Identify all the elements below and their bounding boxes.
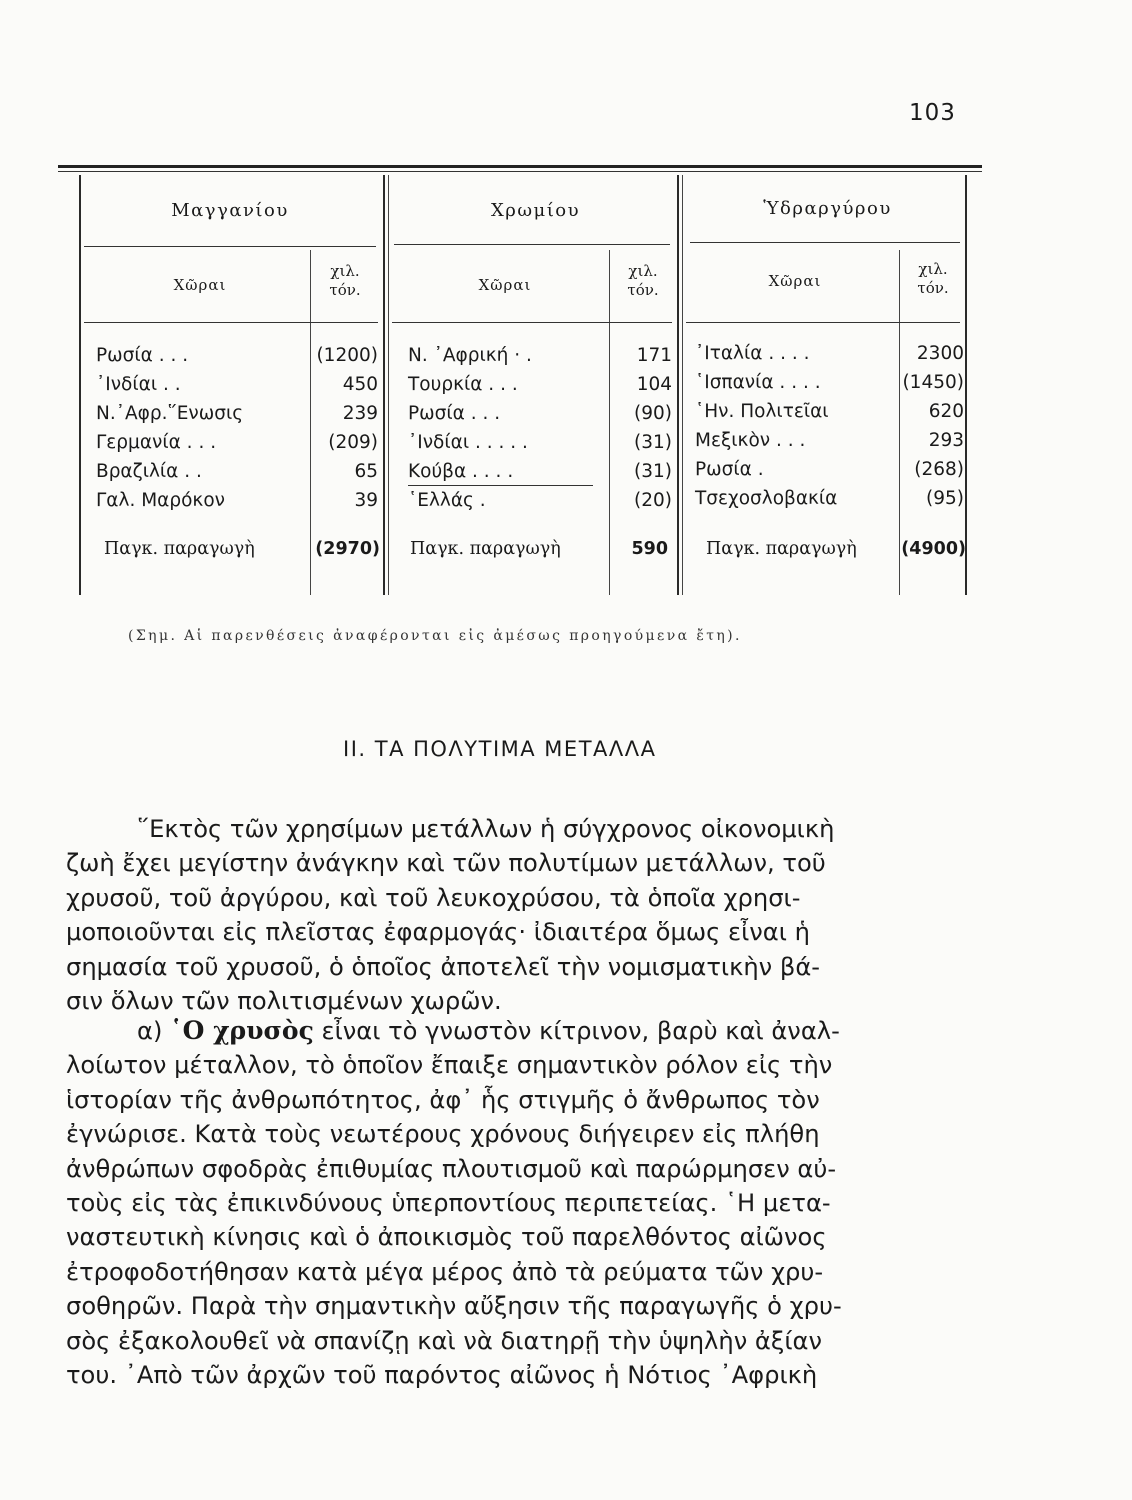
gold-heading: ῾Ο χρυσὸς <box>170 1016 314 1045</box>
table-cell: Τουρκία . . . <box>408 374 518 395</box>
table-cell: 39 <box>354 490 378 511</box>
table-top-rule-thin <box>58 171 982 172</box>
subheader-unit: χιλ. τόν. <box>329 262 361 299</box>
item-prefix: α) <box>137 1017 163 1045</box>
table-left-border <box>79 175 81 595</box>
total-value-manganese: (2970) <box>315 539 380 559</box>
table-cell: 293 <box>928 430 964 451</box>
subheader-countries: Χῶραι <box>478 276 532 294</box>
manganese-countries <box>96 341 306 515</box>
table-cell: 65 <box>354 461 378 482</box>
mercury-values <box>898 339 964 513</box>
table-cell: Γαλ. Μαρόκον <box>96 490 225 511</box>
table-right-border <box>965 175 967 595</box>
text-line: ἐγνώρισε. Κατὰ τοὺς νεωτέρους χρόνους διήγειρεν εἰς πλήθη <box>66 1120 820 1149</box>
subheader-countries: Χῶραι <box>173 276 227 294</box>
manganese-values <box>308 341 378 515</box>
table-cell: 2300 <box>916 343 964 364</box>
mercury-countries <box>695 339 897 513</box>
text-line: χρυσοῦ, τοῦ ἀργύρου, καὶ τοῦ λευκοχρύσου, τὰ ὁποῖα χρησι- <box>66 883 801 912</box>
page-number: 103 <box>909 100 956 126</box>
table-note: (Σημ. Αἱ παρενθέσεις ἀναφέρονται εἰς ἀμέσως προηγούμενα ἔτη). <box>128 628 742 644</box>
text-line: ἐτροφοδοτήθησαν κατὰ μέγα μέρος ἀπὸ τὰ ρεύματα τῶν χρυ- <box>66 1257 824 1286</box>
subheader-unit: χιλ. τόν. <box>627 262 659 299</box>
header-chromium: Χρωμίου <box>490 200 581 221</box>
total-label-mercury: Παγκ. παραγωγὴ <box>706 539 857 559</box>
total-value-chromium: 590 <box>631 539 668 559</box>
header-rule <box>394 244 670 245</box>
column-divider <box>383 175 385 595</box>
table-cell: (95) <box>926 488 964 509</box>
table-cell: 620 <box>928 401 964 422</box>
table-cell: 239 <box>342 403 378 424</box>
table-cell: Τσεχοσλοβακία <box>695 488 838 509</box>
table-cell: (268) <box>914 459 964 480</box>
table-cell: ᾽Ινδίαι . . <box>96 374 181 395</box>
paragraph-2 <box>66 1014 1000 1392</box>
table-cell: (1450) <box>902 372 964 393</box>
text-line: τοὺς εἰς τὰς ἐπικινδύνους ὑπερποντίους περιπετείας. ῾Η μετα- <box>66 1189 831 1218</box>
table-cell: Ν.᾽Αφρ.῞Ενωσις <box>96 403 244 424</box>
total-value-mercury: (4900) <box>901 539 966 559</box>
text-line: σιν ὅλων τῶν πολιτισμένων χωρῶν. <box>66 987 502 1016</box>
total-label-chromium: Παγκ. παραγωγὴ <box>410 539 561 559</box>
subheader-rule <box>686 322 960 323</box>
text-line: ἀνθρώπων σφοδρὰς ἐπιθυμίας πλουτισμοῦ καὶ παρώρμησεν αὐ- <box>66 1154 837 1183</box>
table-cell: (90) <box>634 403 672 424</box>
table-cell: Ρωσία . . . <box>96 345 189 366</box>
column-divider <box>677 175 679 595</box>
text-line: ζωὴ ἔχει μεγίστην ἀνάγκην καὶ τῶν πολυτίμων μετάλλων, τοῦ <box>66 849 826 878</box>
table-cell: Μεξικὸν . . . <box>695 430 806 451</box>
column-divider <box>682 175 683 595</box>
text-line: λοίωτον μέταλλον, τὸ ὁποῖον ἔπαιξε σημαντικὸν ρόλον εἰς τὴν <box>66 1051 833 1080</box>
text-line <box>66 1014 1000 1048</box>
table-cell: (31) <box>634 461 672 482</box>
text-fragment: εἶναι τὸ γνωστὸν κίτρινον, βαρὺ καὶ ἀναλ- <box>321 1017 840 1045</box>
text-line: σημασία τοῦ χρυσοῦ, ὁ ὁποῖος ἀποτελεῖ τὴν νομισματικὴν βά- <box>66 952 820 981</box>
text-line: σὸς ἐξακολουθεῖ νὰ σπανίζῃ καὶ νὰ διατηρῇ τὴν ὑψηλὴν ἀξίαν <box>66 1326 822 1355</box>
table-cell: Κούβα . . . . <box>408 461 514 482</box>
table-cell: (209) <box>328 432 378 453</box>
section-title: ΙΙ. ΤΑ ΠΟΛΥΤΙΜΑ ΜΕΤΑΛΛΑ <box>343 737 657 761</box>
text-line: ναστευτικὴ κίνησις καὶ ὁ ἀποικισμὸς τοῦ παρελθόντος αἰῶνος <box>66 1223 827 1252</box>
table-cell: Ν. ᾽Αφρική · . <box>408 345 532 366</box>
table-cell: Γερμανία . . . <box>96 432 217 453</box>
subheader-rule <box>84 322 378 323</box>
paragraph-1 <box>66 812 1000 1018</box>
chromium-countries <box>408 341 606 515</box>
text-line: ἱστορίαν τῆς ἀνθρωπότητος, ἀφ᾽ ἧς στιγμῆς ὁ ἄνθρωπος τὸν <box>66 1085 820 1114</box>
table-cell: ᾽Ιταλία . . . . <box>695 343 810 364</box>
header-manganese: Μαγγανίου <box>171 200 289 221</box>
table-cell: ῾Ην. Πολιτεῖαι <box>695 401 829 422</box>
header-rule <box>84 246 376 247</box>
table-cell: 171 <box>636 345 672 366</box>
table-cell: Ρωσία . <box>695 459 764 480</box>
header-mercury: Ὑδραργύρου <box>763 198 892 219</box>
table-top-rule <box>58 165 982 168</box>
table-cell: Βραζιλία . . <box>96 461 202 482</box>
table-cell: 104 <box>636 374 672 395</box>
total-label-manganese: Παγκ. παραγωγὴ <box>104 539 255 559</box>
chromium-values <box>610 341 672 515</box>
header-rule <box>690 242 960 243</box>
text-line: μοποιοῦνται εἰς πλεῖστας ἐφαρμογάς· ἰδιαιτέρα ὅμως εἶναι ἡ <box>66 918 810 947</box>
subheader-countries: Χῶραι <box>768 272 822 290</box>
table-cell: ᾽Ινδίαι . . . . . <box>408 432 528 453</box>
column-divider <box>388 175 389 595</box>
text-line: ῞Εκτὸς τῶν χρησίμων μετάλλων ἡ σύγχρονος οἰκονομικὴ <box>137 815 835 843</box>
table-cell: Ρωσία . . . <box>408 403 501 424</box>
table-cell: ῾Ισπανία . . . . <box>695 372 821 393</box>
subheader-rule <box>392 322 672 323</box>
text-line: σοθηρῶν. Παρὰ τὴν σημαντικὴν αὔξησιν τῆς παραγωγῆς ὁ χρυ- <box>66 1292 842 1321</box>
text-line: του. ᾽Απὸ τῶν ἀρχῶν τοῦ παρόντος αἰῶνος ἡ Νότιος ᾽Αφρικὴ <box>66 1361 818 1390</box>
table-cell: 450 <box>342 374 378 395</box>
table-cell: (20) <box>634 490 672 511</box>
sum-rule <box>408 485 593 486</box>
subheader-unit: χιλ. τόν. <box>917 260 949 297</box>
table-cell: (31) <box>634 432 672 453</box>
table-cell: (1200) <box>316 345 378 366</box>
table-cell: ῾Ελλάς . <box>408 490 486 511</box>
